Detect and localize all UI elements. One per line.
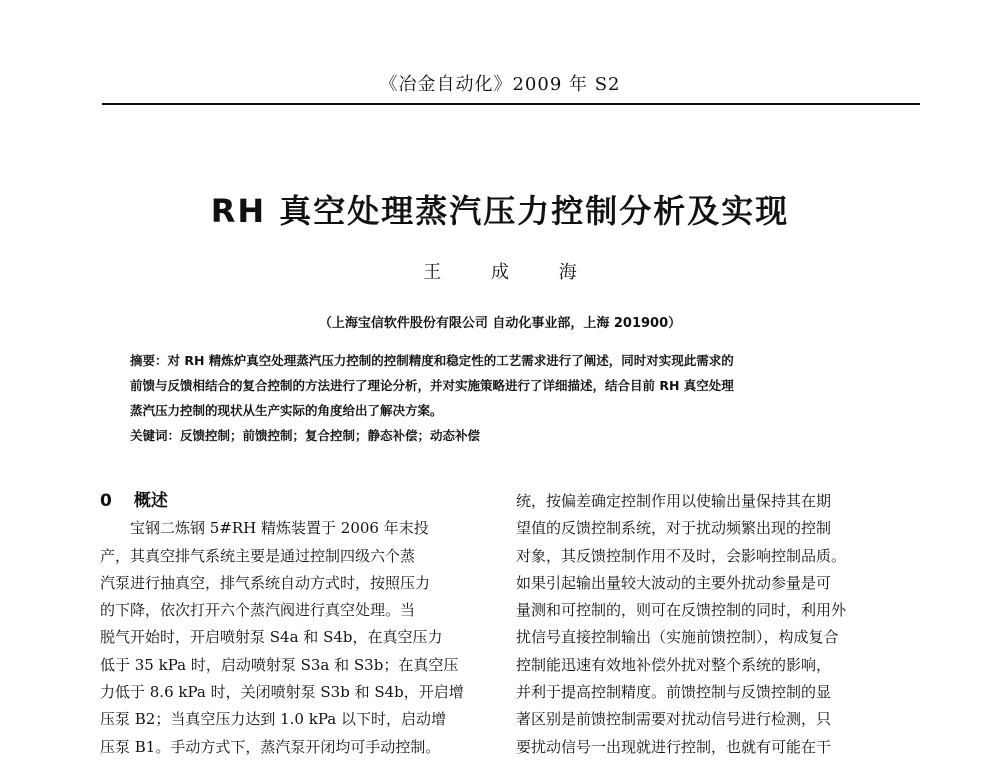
body-line: 低于 35 kPa 时，启动喷射泵 S3a 和 S3b；在真空压 <box>100 655 459 674</box>
body-line: 宝钢二炼钢 5#RH 精炼装置于 2006 年末投 <box>100 519 429 538</box>
body-line: 扰信号直接控制输出（实施前馈控制），构成复合 <box>516 628 839 647</box>
abstract-line: 前馈与反馈相结合的复合控制的方法进行了理论分析，并对实施策略进行了详细描述，结合目前 RH 真空处理 <box>130 378 734 393</box>
left-column <box>100 488 496 761</box>
paper-title: RH 真空处理蒸汽压力控制分析及实现 <box>210 192 790 230</box>
body-line: 如果引起输出量较大波动的主要外扰动参量是可 <box>516 573 832 592</box>
section-heading <box>100 488 496 515</box>
journal-header: 《冶金自动化》2009 年 S2 <box>379 74 621 95</box>
body-line: 压泵 B2；当真空压力达到 1.0 kPa 以下时，启动增 <box>100 710 446 729</box>
affiliation: （上海宝信软件股份有限公司 自动化事业部，上海 201900） <box>318 316 682 331</box>
body-line: 脱气开始时，开启喷射泵 S4a 和 S4b，在真空压力 <box>100 628 443 647</box>
abstract-block <box>130 348 878 448</box>
body-line: 对象，其反馈控制作用不及时，会影响控制品质。 <box>516 546 847 565</box>
right-column <box>516 488 916 761</box>
body-line: 控制能迅速有效地补偿外扰对整个系统的影响， <box>516 655 832 674</box>
body-line: 产，其真空排气系统主要是通过控制四级六个蒸 <box>100 546 416 565</box>
body-line: 的下降，依次打开六个蒸汽阀进行真空处理。当 <box>100 601 416 620</box>
body-line: 著区别是前馈控制需要对扰动信号进行检测，只 <box>516 710 832 729</box>
body-line: 并利于提高控制精度。前馈控制与反馈控制的显 <box>516 683 832 702</box>
body-line: 要扰动信号一出现就进行控制，也就有可能在干 <box>516 737 832 756</box>
section-title: 概述 <box>133 491 168 511</box>
abstract-line: 摘要：对 RH 精炼炉真空处理蒸汽压力控制的控制精度和稳定性的工艺需求进行了阐述，同时对实现此需求的 <box>130 353 734 368</box>
abstract-line: 蒸汽压力控制的现状从生产实际的角度给出了解决方案。 <box>130 403 443 418</box>
keywords-line: 关键词：反馈控制；前馈控制；复合控制；静态补偿；动态补偿 <box>130 428 481 443</box>
header-rule <box>102 103 920 105</box>
body-line: 望值的反馈控制系统，对于扰动频繁出现的控制 <box>516 519 832 538</box>
section-number: 0 <box>100 491 112 511</box>
body-line: 压泵 B1。手动方式下，蒸汽泵开闭均可手动控制。 <box>100 737 441 756</box>
body-line: 统，按偏差确定控制作用以使输出量保持其在期 <box>516 492 832 510</box>
author-name: 王 成 海 <box>423 262 599 283</box>
body-line: 汽泵进行抽真空，排气系统自动方式时，按照压力 <box>100 573 431 592</box>
body-line: 量测和可控制的，则可在反馈控制的同时，利用外 <box>516 601 847 620</box>
body-line: 力低于 8.6 kPa 时，关闭喷射泵 S3b 和 S4b，开启增 <box>100 683 464 702</box>
